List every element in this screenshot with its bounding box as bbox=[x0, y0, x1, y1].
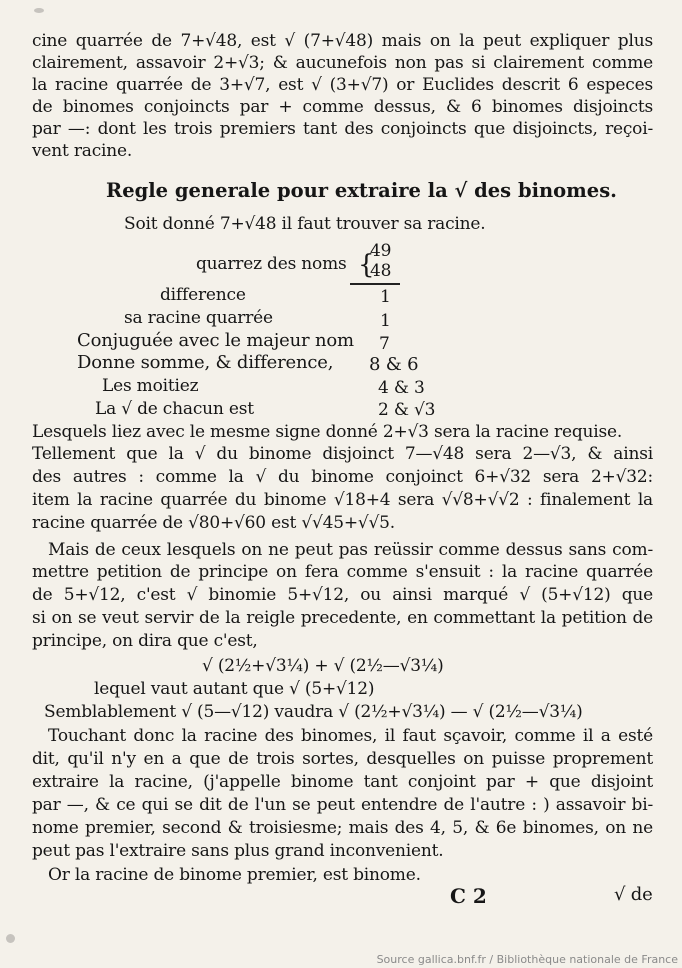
text-line: cine quarrée de 7+√48, est √ (7+√48) mais on la peut expliquer plus bbox=[32, 31, 653, 51]
brace-icon: { bbox=[358, 250, 375, 280]
scan-speck bbox=[6, 934, 15, 943]
table-label: Conjuguée avec le majeur nom bbox=[77, 330, 354, 351]
formula-line: lequel vaut autant que √ (5+√12) bbox=[94, 679, 375, 699]
text-line: Lesquels liez avec le mesme signe donné 2+√3 sera la racine requise. bbox=[32, 422, 623, 442]
text-line: de 5+√12, c'est √ binomie 5+√12, ou ainsi marqué √ (5+√12) que bbox=[32, 585, 653, 605]
text-line: racine quarrée de √80+√60 est √√45+√√5. bbox=[32, 513, 395, 533]
text-line: des autres : comme la √ du binome conjoinct 6+√32 sera 2+√32: bbox=[32, 467, 653, 487]
section-heading: Regle generale pour extraire la √ des binomes. bbox=[106, 179, 617, 202]
table-value: 7 bbox=[379, 334, 390, 354]
text-line: de binomes conjoincts par + comme dessus, & 6 binomes disjoincts bbox=[32, 97, 653, 117]
table-value: 1 bbox=[380, 287, 391, 307]
text-line: Touchant donc la racine des binomes, il faut sçavoir, comme il a esté bbox=[48, 726, 653, 746]
text-line: dit, qu'il n'y en a que de trois sortes, desquelles on puisse proprement bbox=[32, 749, 653, 769]
text-line: extraire la racine, (j'appelle binome tant conjoint par + que disjoint bbox=[32, 772, 653, 792]
table-value: 8 & 6 bbox=[369, 354, 419, 375]
given-statement: Soit donné 7+√48 il faut trouver sa racine. bbox=[124, 214, 486, 234]
table-label: Donne somme, & difference, bbox=[77, 352, 334, 373]
text-line: vent racine. bbox=[32, 141, 133, 161]
table-label: Les moitiez bbox=[102, 376, 199, 396]
formula-line: Semblablement √ (5—√12) vaudra √ (2½+√3¼) — √ (2½—√3¼) bbox=[44, 702, 583, 722]
text-line: clairement, assavoir 2+√3; & aucunefois non pas si clairement comme bbox=[32, 53, 653, 73]
table-value: 48 bbox=[370, 261, 392, 281]
source-footer: Source gallica.bnf.fr / Bibliothèque nationale de France bbox=[376, 953, 678, 966]
text-line: mettre petition de principe on fera comme s'ensuit : la racine quarrée bbox=[32, 562, 653, 582]
text-line: peut pas l'extraire sans plus grand inconvenient. bbox=[32, 841, 444, 861]
text-line: la racine quarrée de 3+√7, est √ (3+√7) or Euclides descrit 6 especes bbox=[32, 75, 653, 95]
text-line: Or la racine de binome premier, est binome. bbox=[48, 865, 421, 885]
text-line: par —: dont les trois premiers tant des conjoincts que disjoincts, reçoi- bbox=[32, 119, 653, 139]
text-line: si on se veut servir de la reigle precedente, en commettant la petition de bbox=[32, 608, 653, 628]
table-label: La √ de chacun est bbox=[95, 399, 254, 419]
signature-mark: C 2 bbox=[450, 884, 487, 908]
text-line: par —, & ce qui se dit de l'un se peut entendre de l'autre : ) assavoir bi- bbox=[32, 795, 653, 815]
table-label: difference bbox=[160, 285, 246, 305]
table-value: 4 & 3 bbox=[378, 378, 425, 398]
table-rule bbox=[350, 283, 400, 285]
table-value: 49 bbox=[370, 241, 392, 261]
text-line: nome premier, second & troisiesme; mais des 4, 5, & 6e binomes, on ne bbox=[32, 818, 653, 838]
text-line: Tellement que la √ du binome disjoinct 7—√48 sera 2—√3, & ainsi bbox=[32, 444, 653, 464]
text-line: principe, on dira que c'est, bbox=[32, 631, 258, 651]
text-line: Mais de ceux lesquels on ne peut pas reüssir comme dessus sans com- bbox=[48, 540, 653, 560]
table-label: sa racine quarrée bbox=[124, 308, 273, 328]
scan-speck bbox=[34, 8, 44, 13]
formula-line: √ (2½+√3¼) + √ (2½—√3¼) bbox=[202, 656, 444, 676]
table-value: 2 & √3 bbox=[378, 400, 436, 420]
table-value: 1 bbox=[380, 311, 391, 331]
text-line: item la racine quarrée du binome √18+4 sera √√8+√√2 : finalement la bbox=[32, 490, 653, 510]
table-label: quarrez des noms bbox=[196, 254, 347, 274]
catchword: √ de bbox=[614, 884, 653, 905]
